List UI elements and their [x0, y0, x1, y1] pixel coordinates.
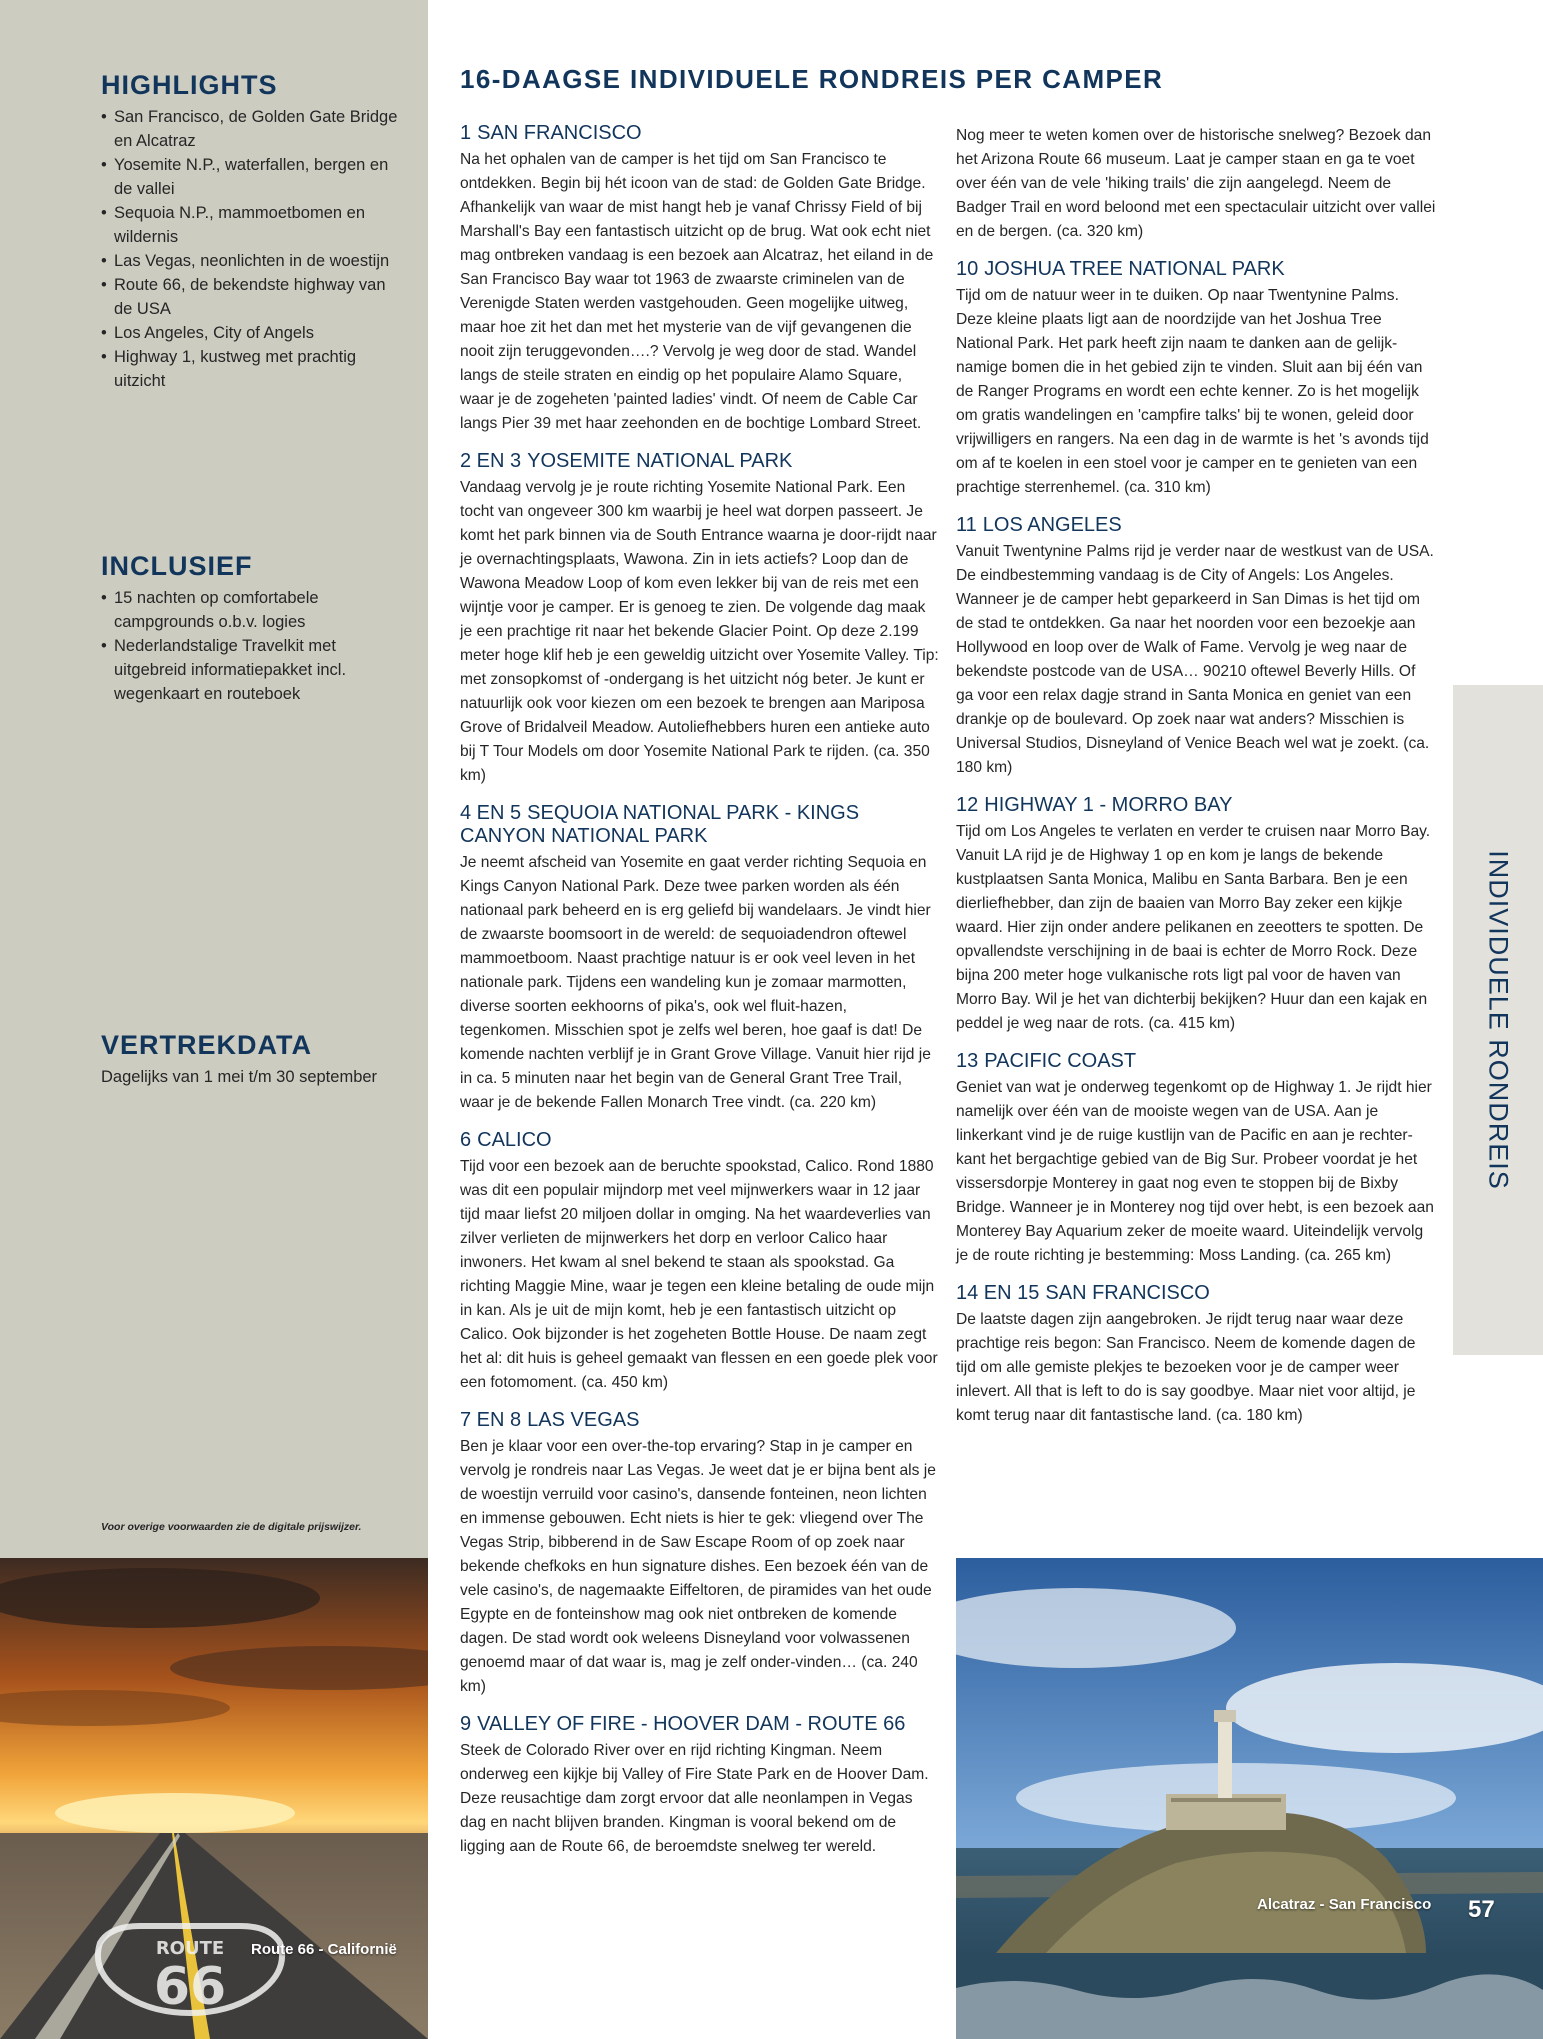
day-text: Geniet van wat je onderweg tegenkomt op de Highway 1. Je rijdt hier namelijk over één van de mooiste wegen van de USA. Aan je linkerkant vind je de ruige kustlijn van de Pacific en aan je rechter-kant het bergachtige gebied van de Big Sur. Probeer voordat je het vissersdorpje Monterey in gaat nog even te stoppen bij de Bixby Bridge. Wanneer je in Monterey nog tijd over hebt, is een bezoek aan Monterey Bay Aquarium zeker de moeite waard. Uiteindelijk vervolg je de route richting je bestemming: Moss Landing. (ca. 265 km) [956, 1079, 1434, 1264]
day-title: LAS VEGAS [527, 1409, 640, 1431]
day-title: SEQUOIA NATIONAL PARK - KINGS CANYON NATIONAL PARK [460, 802, 860, 847]
highlights-section [101, 70, 401, 393]
day-title: PACIFIC COAST [984, 1050, 1137, 1072]
itinerary-day [956, 1050, 1436, 1268]
inclusief-heading: INCLUSIEF [101, 551, 253, 581]
highlights-heading: HIGHLIGHTS [101, 70, 278, 100]
day-heading [460, 1713, 940, 1736]
day-heading [460, 802, 940, 848]
day-number: 1 [460, 122, 472, 144]
day-heading [956, 514, 1436, 537]
day-title: LOS ANGELES [982, 514, 1122, 536]
disclaimer: Voor overige voorwaarden zie de digitale prijswijzer. [101, 1521, 362, 1533]
day-9-continued-text: Nog meer te weten komen over de historische snelweg? Bezoek dan het Arizona Route 66 museum. Laat je camper staan en ga te voet over één van de vele 'hiking trails' die zijn aangelegd. Neem de Badger Trail en word beloond met een spectaculair uitzicht over vallei en de bergen. (ca. 320 km) [956, 127, 1436, 240]
section-tab [1453, 685, 1543, 1355]
day-text: De laatste dagen zijn aangebroken. Je rijdt terug naar waar deze prachtige reis begon: San Francisco. Neem de komende dagen de tijd om alle gemiste plekjes te bezoeken voor je de camper weer inlevert. All that is left to do is say goodbye. Maar niet voor altijd, je komt terug naar dit fantastische land. (ca. 180 km) [956, 1311, 1416, 1424]
day-heading [460, 450, 940, 473]
highlights-item: • Route 66, de bekendste highway van de USA [101, 273, 401, 321]
day-number: 9 [460, 1713, 472, 1735]
day-text: Vandaag vervolg je je route richting Yosemite National Park. Een tocht van ongeveer 300 km waarbij je heel wat dorpen passeert. Je komt het park binnen via de South Entrance waarna je door-rijdt naar je overnachtingsplaats, Wawona. Zin in iets actiefs? Loop dan de Wawona Meadow Loop of kom even lekker bij van de reis met een wijntje voor je camper. Er is genoeg te zien. De volgende dag maak je een prachtige rit naar het bekende Glacier Point. Op deze 2.199 meter hoge klif heb je een geweldig uitzicht over Yosemite Valley. Tip: met zonsopkomst of -ondergang is het uitzicht nóg beter. Je kunt er natuurlijk ook voor kiezen om een bezoek te brengen aan Mariposa Grove of Bridalveil Meadow. Autoliefhebbers huren een antieke auto bij T Tour Models om door Yosemite National Park te rijden. (ca. 350 km) [460, 479, 939, 784]
route66-sign-text: ROUTE [155, 1938, 225, 1959]
vertrekdata-text: Dagelijks van 1 mei t/m 30 september [101, 1068, 378, 1086]
day-heading [956, 258, 1436, 281]
route66-sign-number: 66 [153, 1957, 227, 2017]
itinerary-day [460, 1129, 940, 1395]
day-heading [956, 1282, 1436, 1305]
page-number: 57 [1468, 1896, 1495, 1923]
day-heading [956, 1050, 1436, 1073]
highlights-item: • Los Angeles, City of Angels [101, 321, 401, 345]
day-title: SAN FRANCISCO [1045, 1282, 1210, 1304]
day-text: Steek de Colorado River over en rijd richting Kingman. Neem onderweg een kijkje bij Valley of Fire State Park en de Hoover Dam. Deze reusachtige dam zorgt ervoor dat alle neonlampen in Vegas dag en nacht blijven branden. Kingman is vooral bekend om de ligging aan de Route 66, de beroemdste snelweg ter wereld. [460, 1742, 929, 1855]
route66-photo [0, 1558, 428, 2039]
day-number: 12 [956, 794, 979, 816]
inclusief-item: • Nederlandstalige Travelkit met uitgebreid informatiepakket incl. wegenkaart en routeboek [101, 634, 401, 706]
highlights-item: • Las Vegas, neonlichten in de woestijn [101, 249, 401, 273]
sidebar [0, 0, 428, 1558]
itinerary-day [460, 1713, 940, 1859]
itinerary-day [460, 122, 940, 436]
day-number: 4 EN 5 [460, 802, 522, 824]
highlights-list [101, 105, 401, 393]
itinerary-left-column [460, 122, 940, 1873]
day-text: Je neemt afscheid van Yosemite en gaat verder richting Sequoia en Kings Canyon National Park. Deze twee parken worden als één nationaal park beheerd en is erg geliefd bij wandelaars. Je vindt hier de zwaarste boomsoort in de wereld: de sequoiadendron oftewel mammoetboom. Naast prachtige natuur is er ook veel leven in het nationale park. Tijdens een wandeling kun je zomaar marmotten, diverse soorten eekhoorns of pika's, ook wel fluit-hazen, tegenkomen. Misschien spot je zelfs wel beren, hoe gaaf is dat! De komende nachten verblijf je in Grant Grove Village. Vanuit hier rijd je in ca. 5 minuten naar het begin van de General Grant Tree Trail, waar je de bekende Fallen Monarch Tree vindt. (ca. 220 km) [460, 854, 931, 1111]
day-number: 6 [460, 1129, 472, 1151]
day-title: CALICO [477, 1129, 552, 1151]
day-number: 13 [956, 1050, 979, 1072]
day-text: Tijd om Los Angeles te verlaten en verder te cruisen naar Morro Bay. Vanuit LA rijd je de Highway 1 op en kom je langs de bekende kustplaatsen Santa Monica, Malibu en Santa Barbara. Ben je een dierliefhebber, dan zijn de baaien van Morro Bay zeker een kijkje waard. Hier zijn onder andere pelikanen en zeeotters te spotten. De opvallendste verschijning in de baai is echter de Morro Rock. Deze bijna 200 meter hoge vulkanische rots ligt pal voor de haven van Morro Bay. Wil je het van dichterbij bekijken? Huur dan een kajak en peddel je weg naar de rots. (ca. 415 km) [956, 823, 1431, 1032]
day-text: Vanuit Twentynine Palms rijd je verder naar de westkust van de USA. De eindbestemming vandaag is de City of Angels: Los Angeles. Wanneer je de camper hebt geparkeerd in San Dimas is het tijd om de stad te ontdekken. Ga naar het noorden voor een bezoekje aan Hollywood en loop over de Walk of Fame. Vervolg je weg naar de bekendste postcode van de USA… 90210 oftewel Beverly Hills. Of ga voor een relax dagje strand in Santa Monica en geniet van een drankje op de boulevard. Op zoek naar wat anders? Misschien is Universal Studios, Disneyland of Venice Beach wel wat je zoekt. (ca. 180 km) [956, 543, 1434, 776]
inclusief-item: • 15 nachten op comfortabele campgrounds o.b.v. logies [101, 586, 401, 634]
day-text: Tijd om de natuur weer in te duiken. Op naar Twentynine Palms. Deze kleine plaats ligt aan de noordzijde van het Joshua Tree National Park. Het park heeft zijn naam te danken aan de gelijk-namige bomen die in het gebied zijn te vinden. Sluit aan bij één van de Ranger Programs en wordt een echte kenner. Zo is het mogelijk om gratis wandelingen en 'campfire talks' bij te wonen, geleid door vrijwilligers en rangers. Na een dag in de warmte is het 's avonds tijd om af te koelen in een stoel voor je camper en te genieten van een prachtige sterrenhemel. (ca. 310 km) [956, 287, 1429, 496]
day-title: VALLEY OF FIRE - HOOVER DAM - ROUTE 66 [477, 1713, 906, 1735]
page-title: 16-DAAGSE INDIVIDUELE RONDREIS PER CAMPER [460, 64, 1164, 94]
itinerary-day [460, 1409, 940, 1699]
itinerary-day [460, 802, 940, 1115]
day-heading [460, 1129, 940, 1152]
vertrekdata-heading: VERTREKDATA [101, 1030, 312, 1060]
alcatraz-photo [956, 1558, 1543, 2039]
day-title: YOSEMITE NATIONAL PARK [527, 450, 793, 472]
inclusief-section [101, 551, 401, 706]
route66-photo-illustration [0, 1558, 428, 2039]
day-title: SAN FRANCISCO [477, 122, 642, 144]
day-number: 14 EN 15 [956, 1282, 1040, 1304]
itinerary-right-days [956, 258, 1436, 1428]
itinerary-day [956, 1282, 1436, 1428]
day-title: HIGHWAY 1 - MORRO BAY [984, 794, 1233, 816]
day-text: Na het ophalen van de camper is het tijd om San Francisco te ontdekken. Begin bij hét icoon van de stad: de Golden Gate Bridge. Afhankelijk van waar de mist hangt heb je vanaf Chrissy Field of bij Marshall's Bay een fantastisch uitzicht op de brug. Wat ook echt niet mag ontbreken vandaag is een bezoek aan Alcatraz, het eiland in de San Francisco Bay waar tot 1963 de zwaarste criminelen van de Verenigde Staten werden vastgehouden. Geen mogelijke uitweg, maar hoe zit het dan met het mysterie van de vijf gevangenen die nooit zijn teruggevonden….? Vervolg je weg door de stad. Wandel langs de steile straten en eindig op het populaire Alamo Square, waar je de zogeheten 'painted ladies' vindt. Of neem de Cable Car langs Pier 39 met haar zeehonden en de bochtige Lombard Street. [460, 151, 934, 432]
route66-caption: Route 66 - Californië [251, 1941, 397, 1958]
highlights-item: • Highway 1, kustweg met prachtig uitzicht [101, 345, 401, 393]
day-heading [956, 794, 1436, 817]
day-heading [460, 122, 940, 145]
highlights-item: • Yosemite N.P., waterfallen, bergen en de vallei [101, 153, 401, 201]
day-heading [460, 1409, 940, 1432]
day-number: 11 [956, 514, 977, 536]
itinerary-day [460, 450, 940, 788]
alcatraz-caption: Alcatraz - San Francisco [1257, 1896, 1432, 1913]
day-text: Tijd voor een bezoek aan de beruchte spookstad, Calico. Rond 1880 was dit een populair mijndorp met veel mijnwerkers waar in 12 jaar tijd maar liefst 20 miljoen dollar in omging. Na het waardeverlies van zilver verlieten de mijnwerkers het dorp en verloor Calico haar inwoners. Het kwam al snel bekend te staan als spookstad. Ga richting Maggie Mine, waar je tegen een kleine betaling de oude mijn in kan. Als je uit de mijn komt, heb je een fantastisch uitzicht op Calico. Ook bijzonder is het zogeheten Bottle House. De naam zegt het al: dit huis is geheel gemaakt van flessen en een goede plek voor een fotomoment. (ca. 450 km) [460, 1158, 938, 1391]
day-title: JOSHUA TREE NATIONAL PARK [984, 258, 1285, 280]
itinerary-day [956, 794, 1436, 1036]
highlights-item: • Sequoia N.P., mammoetbomen en wildernis [101, 201, 401, 249]
itinerary-day [956, 258, 1436, 500]
alcatraz-photo-illustration [956, 1558, 1543, 2039]
day-number: 2 EN 3 [460, 450, 522, 472]
day-number: 7 EN 8 [460, 1409, 522, 1431]
section-tab-label: INDIVIDUELE RONDREIS [1483, 850, 1514, 1190]
highlights-item: • San Francisco, de Golden Gate Bridge en Alcatraz [101, 105, 401, 153]
vertrekdata-section [101, 1030, 401, 1089]
inclusief-list [101, 586, 401, 706]
itinerary-right-column [956, 124, 1436, 1442]
itinerary-day [956, 514, 1436, 780]
day-number: 10 [956, 258, 979, 280]
day-text: Ben je klaar voor een over-the-top ervaring? Stap in je camper en vervolg je rondreis naar Las Vegas. Je weet dat je er bijna bent als je de woestijn verruild voor casino's, dansende fonteinen, neon lichten en immense gebouwen. Echt niets is hier te gek: vliegend over The Vegas Strip, bibberend in de Saw Escape Room of op zoek naar bekende chefkoks en hun signature dishes. Een bezoek één van de vele casino's, de nagemaakte Eiffeltoren, de piramides van het oude Egypte en de fonteinshow mag ook niet ontbreken de komende dagen. De stad wordt ook weleens Disneyland voor volwassenen genoemd maar of dat waar is, mag je zelf onder-vinden… (ca. 240 km) [460, 1438, 936, 1695]
